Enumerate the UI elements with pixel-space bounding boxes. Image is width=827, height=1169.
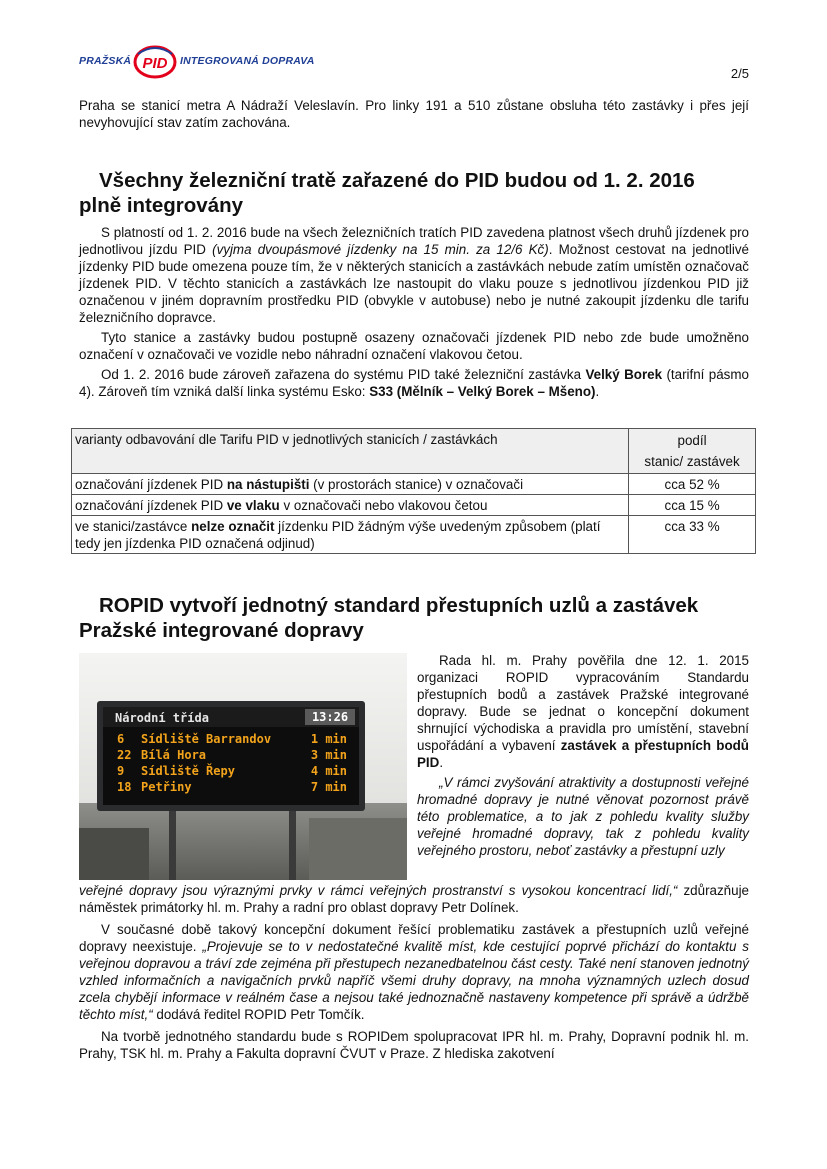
board-line: 22 [117,748,132,762]
section-ropid [79,593,749,643]
table-header-variants: varianty odbavování dle Tarifu PID v jednotlivých stanicích / zastávkách [72,429,629,474]
section2-heading-line2: Pražské integrované dopravy [79,619,364,642]
board-time: 4 min [310,764,347,778]
logo-mark: PID [142,55,168,72]
section-railway [79,168,749,400]
ticketing-variants-table [71,428,756,554]
departure-board-photo [79,653,407,880]
board-destination: Sídliště Barrandov [141,732,272,746]
section2-paragraph3: V současné době takový koncepční dokument řešící problematiku zastávek a přestupních uzlů veřejné dopravy neexistuje. „Projevuje se to v nedostatečné kvalitě míst, kde cestující poprvé přichází do kontaktu s veřejnou dopravou a tráví zde zejména při přestupech nezanedbatelnou část cesty. Také není stanoven jednotný vzhled informačních a navigačních prvků napříč všemi druhy dopravy, na mnoha významných uzlech dosud zcela chybějí informace v reálném čase a nejsou také jednoznačně nastaveny kompetence při správě a údržbě těchto míst,“ dodává ředitel ROPID Petr Tomčík. [79,922,749,1022]
section1-paragraph1: S platností od 1. 2. 2016 bude na všech železničních tratích PID zavedena platnost všech druhů jízdenek pro jednotlivou jízdu PID (vyjma dvoupásmové jízdenky na 15 min. za 12/6 Kč). Možnost cestovat na jednotlivé jízdenky PID bude omezena pouze tím, že v některých stanicích a zastávkách nebude zatím umístěn označovač jízdenek PID. V těchto stanicích a zastávkách lze nastoupit do vlaku pouze s jednotlivou jízdenkou PID již označenou v jiném dopravním prostředku PID (obvykle v autobuse) nebo je nutné zakoupit jízdenku dle tarifu železničního dopravce. [79,225,749,325]
section1-heading [79,168,749,218]
page-number: 2/5 [730,66,749,81]
table-row [72,495,756,516]
section2-right-column [417,652,749,859]
table-cell-share: cca 52 % [629,474,756,495]
board-time: 3 min [310,748,347,762]
board-destination: Bílá Hora [141,748,207,762]
board-destination: Petřiny [141,780,192,794]
section2-quote-end: veřejné dopravy jsou výraznými prvky v rámci veřejných prostranství s vysokou koncentrací lidí,“ zdůrazňuje náměstek primátorky hl. m. Prahy a radní pro oblast dopravy Petr Dolínek. [79,883,749,915]
board-time: 1 min [310,732,347,746]
board-station-name: Národní třída [115,711,209,725]
section2-paragraph4: Na tvorbě jednotného standardu bude s ROPIDem spolupracovat IPR hl. m. Prahy, Dopravní podnik hl. m. Prahy, TSK hl. m. Prahy a Fakulta dopravní ČVUT v Praze. Z hlediska zakotvení [79,1029,749,1061]
table-cell-variant: ve stanici/zastávce nelze označit jízdenku PID žádným výše uvedeným způsobem (platí tedy jen jízdenka PID označená odjinud) [72,516,629,554]
table-cell-share: cca 15 % [629,495,756,516]
board-line: 18 [117,780,132,794]
pid-logo [79,44,339,80]
board-time: 7 min [310,780,347,794]
section2-heading-line1: ROPID vytvoří jednotný standard přestupních uzlů a zastávek [99,594,699,617]
logo-text-right: INTEGROVANÁ DOPRAVA [180,55,315,67]
table-header-share: podíl stanic/ zastávek [629,429,756,474]
section1-heading-line2: plně integrovány [79,194,244,217]
board-clock: 13:26 [311,710,349,724]
table-cell-variant: označování jízdenek PID na nástupišti (v prostorách stanice) v označovači [72,474,629,495]
logo-text-left: PRAŽSKÁ [79,55,132,67]
intro-paragraph: Praha se stanicí metra A Nádraží Veleslavín. Pro linky 191 a 510 zůstane obsluha této zastávky i přes její nevyhovující stav zatím zachována. [79,98,749,130]
table-cell-share: cca 33 % [629,516,756,554]
pid-logo-icon [132,44,178,80]
intro-block [79,97,749,131]
table-header-row [72,429,756,474]
section2-body [79,882,749,1062]
table-row [72,516,756,554]
section1-paragraph2: Tyto stanice a zastávky budou postupně osazeny označovači jízdenek PID nebo zde bude umožněno označení v označovači ve vozidle nebo náhradní označení vlakovou četou. [79,330,749,362]
section2-quote-start: „V rámci zvyšování atraktivity a dostupnosti veřejné hromadné dopravy je nutné věnovat pozornost právě této problematice, a to jak z pohledu kvality služby veřejné hromadné dopravy, tak z pohledu kvality veřejného prostoru, neboť zastávky a přestupní uzly [417,775,749,858]
section2-paragraph1: Rada hl. m. Prahy pověřila dne 12. 1. 2015 organizaci ROPID vypracováním Standardu přestupních bodů a zastávek Pražské integrované dopravy. Bude se jednat o koncepční dokument shrnující východiska a pravidla pro umístění, stavební uspořádání a vybavení zastávek a přestupních bodů PID. [417,653,749,770]
table-row [72,474,756,495]
section2-heading [79,593,749,643]
table-cell-variant: označování jízdenek PID ve vlaku v označovači nebo vlakovou četou [72,495,629,516]
section1-heading-line1: Všechny železniční tratě zařazené do PID budou od 1. 2. 2016 [99,169,695,192]
board-line: 6 [117,732,125,746]
section1-paragraph3: Od 1. 2. 2016 bude zároveň zařazena do systému PID také železniční zastávka Velký Borek (tarifní pásmo 4). Zároveň tím vzniká další linka systému Esko: S33 (Mělník – Velký Borek – Mšeno). [79,367,749,399]
board-destination: Sídliště Řepy [141,764,235,778]
board-line: 9 [117,764,125,778]
